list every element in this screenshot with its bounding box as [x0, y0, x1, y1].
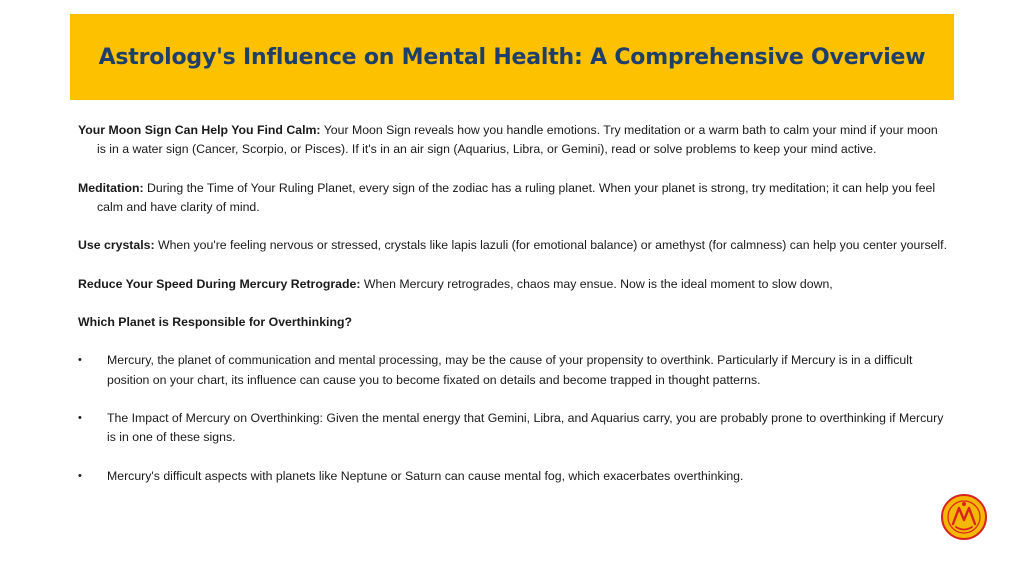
list-item-text: Mercury's difficult aspects with planets like Neptune or Saturn can cause mental fog, which exacerbates overthinking. [107, 468, 744, 483]
section-heading: Which Planet is Responsible for Overthinking? [78, 314, 352, 329]
list-item-text: Mercury, the planet of communication and mental processing, may be the cause of your propensity to overthink. Particularly if Mercury is in a difficult position on your chart, its influence can cause you to become fixated on details and become trapped in thought patterns. [107, 353, 913, 387]
list-item [78, 409, 948, 447]
bullet-list [78, 351, 948, 485]
list-item [78, 351, 948, 389]
list-item-text: The Impact of Mercury on Overthinking: Given the mental energy that Gemini, Libra, and Aquarius carry, you are probably prone to overthinking if Mercury is in one of these signs. [107, 410, 944, 445]
list-item [78, 467, 948, 486]
page-title: Astrology's Influence on Mental Health: A Comprehensive Overview [98, 44, 926, 70]
paragraph-lead: Meditation: [78, 180, 144, 195]
paragraph-meditation [78, 179, 948, 217]
paragraph-crystals [78, 236, 948, 255]
title-banner [70, 14, 954, 100]
bullet-icon: • [78, 411, 82, 424]
bullet-icon: • [78, 354, 82, 367]
paragraph-lead: Your Moon Sign Can Help You Find Calm: [78, 123, 321, 137]
paragraph-text: When Mercury retrogrades, chaos may ensue. Now is the ideal moment to slow down, [360, 276, 833, 291]
paragraph-moon-sign [78, 121, 948, 159]
paragraph-text: Your Moon Sign reveals how you handle emotions. Try meditation or a warm bath to calm your mind if your moon is in a water sign (Cancer, Scorpio, or Pisces). If it's in an air sign (Aquarius, Libra, or Gemini), read or solve problems to keep your mind active. [97, 123, 938, 157]
paragraph-text: During the Time of Your Ruling Planet, every sign of the zodiac has a ruling planet. When your planet is strong, try meditation; it can help you feel calm and have clarity of mind. [97, 180, 936, 214]
paragraph-lead: Reduce Your Speed During Mercury Retrograde: [78, 276, 361, 291]
bullet-icon: • [78, 469, 82, 482]
astrology-logo-icon [941, 494, 987, 540]
content-body [78, 121, 948, 505]
logo-graphic [941, 494, 987, 540]
paragraph-text: When you're feeling nervous or stressed, crystals like lapis lazuli (for emotional balance) or amethyst (for calmness) can help you center yourself. [154, 238, 947, 253]
paragraph-lead: Use crystals: [78, 238, 155, 253]
paragraph-mercury-retrograde [78, 275, 948, 294]
